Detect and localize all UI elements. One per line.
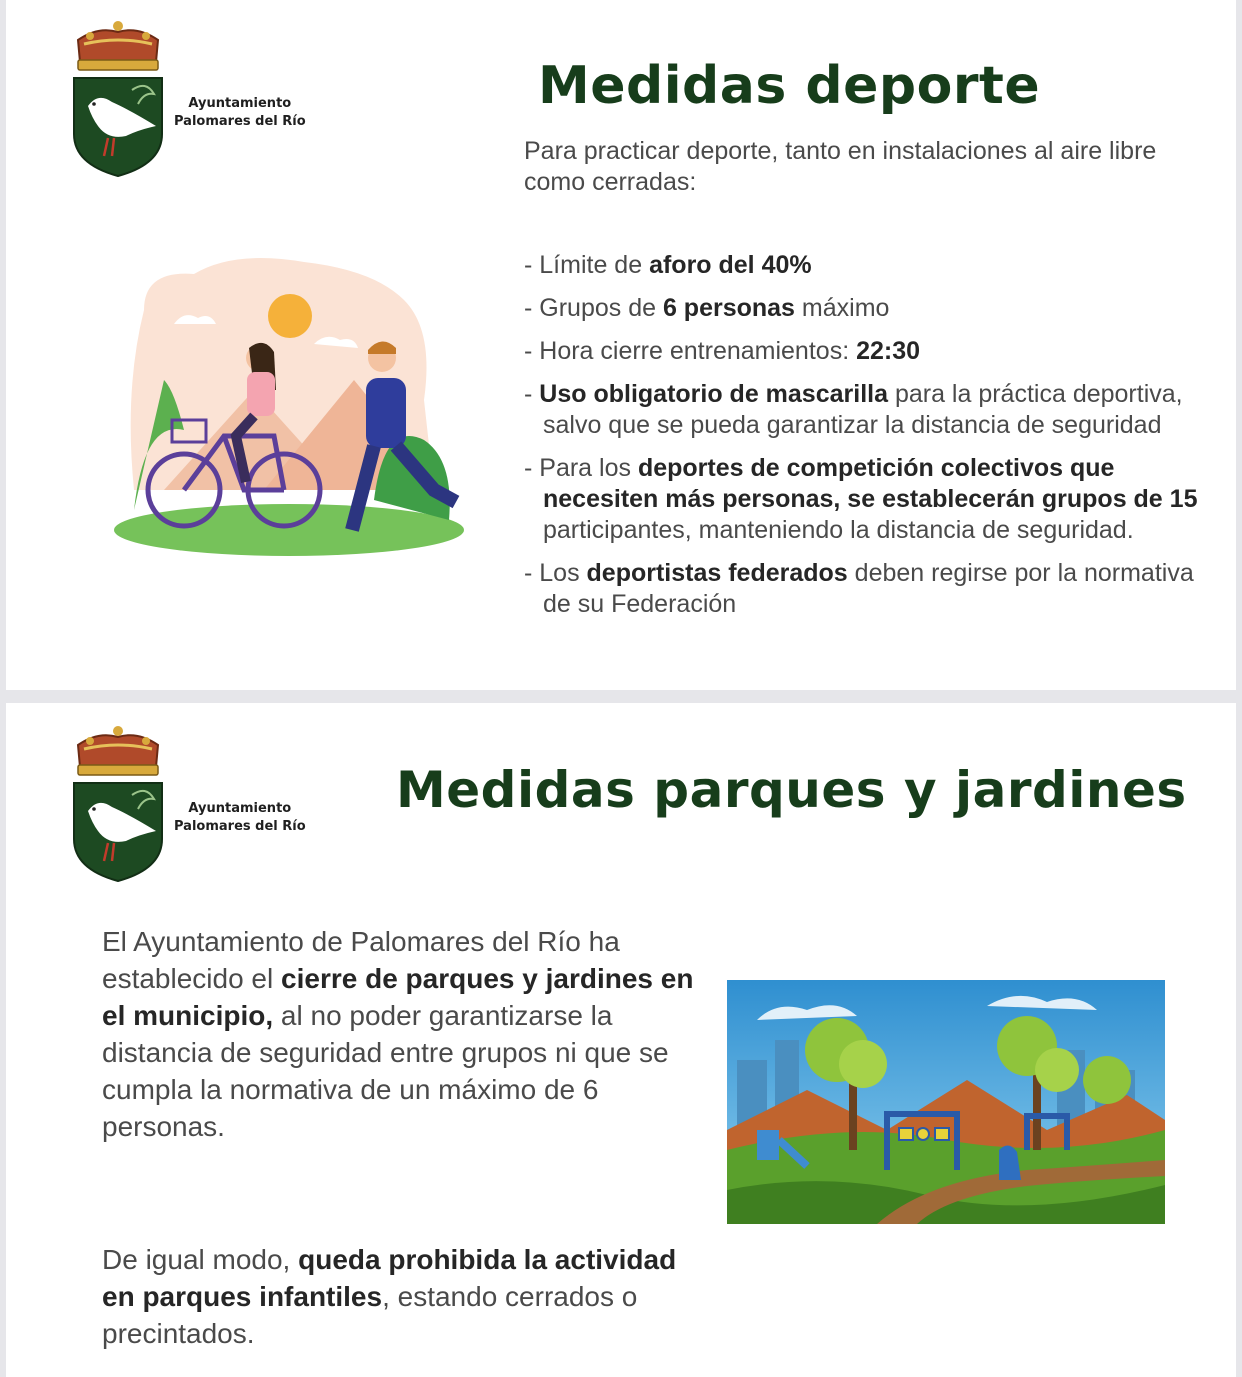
crown-icon — [78, 21, 158, 70]
list-item: - Grupos de 6 personas máximo — [524, 294, 890, 322]
crown-icon — [78, 726, 158, 775]
page-title: Medidas parques y jardines — [396, 761, 1187, 819]
crest-icon — [68, 14, 168, 179]
slide-medidas-deporte — [6, 0, 1236, 690]
paragraph-playgrounds: De igual modo, queda prohibida la actividad en parques infantiles, estando cerrados o precintados. — [102, 1244, 677, 1349]
bullet-list — [524, 250, 1214, 632]
page-title: Medidas deporte — [538, 56, 1041, 116]
list-item: - Uso obligatorio de mascarilla para la práctica deportiva, salvo que se pueda garantizar la distancia de seguridad — [524, 380, 1183, 439]
park-illustration — [727, 980, 1165, 1224]
sport-illustration — [104, 240, 474, 570]
org-name — [174, 95, 306, 131]
crest-icon — [68, 719, 168, 884]
org-line-1: Ayuntamiento — [188, 96, 292, 111]
org-line-1: Ayuntamiento — [188, 801, 292, 816]
list-item: - Hora cierre entrenamientos: 22:30 — [524, 337, 921, 365]
list-item: - Los deportistas federados deben regirse por la normativa de su Federación — [524, 559, 1194, 618]
list-item: - Límite de aforo del 40% — [524, 251, 812, 279]
org-name — [174, 800, 306, 836]
slide-medidas-parques — [6, 703, 1236, 1377]
org-line-2: Palomares del Río — [174, 114, 306, 129]
intro-text: Para practicar deporte, tanto en instalaciones al aire libre como cerradas: — [524, 137, 1157, 196]
org-line-2: Palomares del Río — [174, 819, 306, 834]
list-item: - Para los deportes de competición colectivos que necesiten más personas, se establecerán grupos de 15 participantes, manteniendo la distancia de seguridad. — [524, 454, 1198, 544]
paragraph-closure: El Ayuntamiento de Palomares del Río ha establecido el cierre de parques y jardines en el municipio, al no poder garantizarse la distancia de seguridad entre grupos ni que se cumpla la normativa de un máximo de 6 personas. — [102, 926, 694, 1142]
